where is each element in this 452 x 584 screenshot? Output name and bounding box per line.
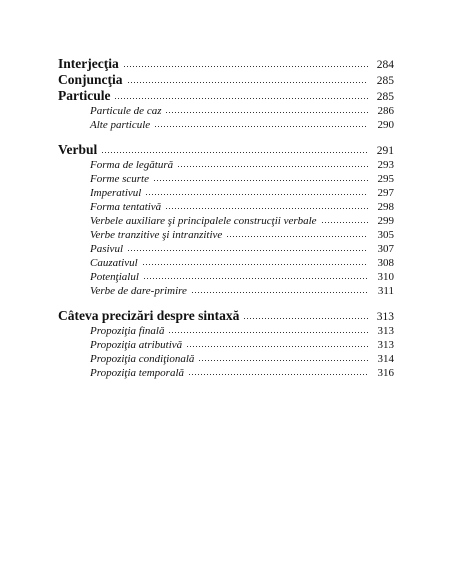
- toc-entry-particule-de-caz[interactable]: [58, 104, 394, 118]
- toc-page-number: 316: [377, 367, 394, 379]
- toc-entry-verbe-de-dare-primire[interactable]: [58, 284, 394, 298]
- toc-page-number: 310: [377, 271, 394, 283]
- toc-page-number: 297: [377, 187, 394, 199]
- toc-entry-forme-scurte[interactable]: [58, 172, 394, 186]
- toc-entry-cauzativul[interactable]: [58, 256, 394, 270]
- dot-leader: [321, 221, 368, 224]
- dot-leader: [123, 65, 368, 68]
- toc-entry-particule[interactable]: [58, 88, 394, 104]
- toc-page-number: 293: [377, 159, 394, 171]
- toc-page-number: 305: [377, 229, 394, 241]
- toc-entry-title: Forma tentativă: [90, 201, 162, 213]
- toc-entry-title: Propoziţia condiţională: [90, 353, 195, 365]
- dot-leader: [177, 165, 368, 168]
- toc-page-number: 290: [377, 119, 394, 131]
- toc-entry-propozitia-temporala[interactable]: [58, 366, 394, 380]
- toc-entry-alte-particule[interactable]: [58, 118, 394, 132]
- toc-entry-title: Propoziţia temporală: [90, 367, 185, 379]
- toc-entry-title: Forme scurte: [90, 173, 149, 185]
- toc-entry-title: Forma de legătură: [90, 159, 174, 171]
- toc-page-number: 285: [376, 91, 394, 103]
- dot-leader: [142, 263, 368, 266]
- dot-leader: [243, 317, 368, 320]
- toc-entry-title: Particule: [58, 88, 111, 103]
- toc-entry-forma-tentativa[interactable]: [58, 200, 394, 214]
- toc-page-number: 313: [377, 325, 394, 337]
- toc-page-number: 284: [376, 59, 394, 71]
- toc-entry-conjunctia[interactable]: [58, 72, 394, 88]
- toc-page-number: 313: [376, 311, 394, 323]
- toc-entry-title: Cauzativul: [90, 257, 138, 269]
- dot-leader: [198, 359, 368, 362]
- dot-leader: [188, 373, 368, 376]
- toc-entry-title: Pasivul: [90, 243, 123, 255]
- dot-leader: [154, 125, 368, 128]
- toc-entry-verbul[interactable]: [58, 142, 394, 158]
- toc-page-number: 291: [376, 145, 394, 157]
- toc-entry-title: Propoziţia finală: [90, 325, 165, 337]
- dot-leader: [226, 235, 368, 238]
- toc-entry-title: Alte particule: [90, 119, 151, 131]
- toc-entry-propozitia-atributiva[interactable]: [58, 338, 394, 352]
- toc-entry-imperativul[interactable]: [58, 186, 394, 200]
- toc-entry-title: Verbe tranzitive şi intranzitive: [90, 229, 223, 241]
- toc-page-number: 285: [376, 75, 394, 87]
- toc-entry-verbele-auxiliare[interactable]: [58, 214, 394, 228]
- toc-entry-title: Imperativul: [90, 187, 142, 199]
- toc-entry-title: Câteva precizări despre sintaxă: [58, 308, 240, 323]
- toc-page-number: 299: [377, 215, 394, 227]
- dot-leader: [153, 179, 368, 182]
- toc-entry-title: Potenţialul: [90, 271, 139, 283]
- toc-page-number: 307: [377, 243, 394, 255]
- toc-entry-pasivul[interactable]: [58, 242, 394, 256]
- toc-entry-verbe-tranzitive[interactable]: [58, 228, 394, 242]
- toc-page-number: 298: [377, 201, 394, 213]
- toc-page-number: 295: [377, 173, 394, 185]
- toc-entry-title: Verbe de dare-primire: [90, 285, 187, 297]
- toc-page-number: 308: [377, 257, 394, 269]
- toc-page-number: 313: [377, 339, 394, 351]
- dot-leader: [143, 277, 368, 280]
- dot-leader: [191, 291, 368, 294]
- dot-leader: [168, 331, 368, 334]
- toc-page-number: 286: [377, 105, 394, 117]
- table-of-contents: [58, 56, 394, 380]
- dot-leader: [114, 97, 368, 100]
- toc-entry-interjectia[interactable]: [58, 56, 394, 72]
- toc-entry-forma-de-legatura[interactable]: [58, 158, 394, 172]
- toc-entry-propozitia-conditionala[interactable]: [58, 352, 394, 366]
- toc-page-number: 314: [377, 353, 394, 365]
- toc-entry-potentialul[interactable]: [58, 270, 394, 284]
- toc-entry-sintaxa[interactable]: [58, 308, 394, 324]
- dot-leader: [127, 249, 368, 252]
- dot-leader: [165, 207, 368, 210]
- toc-entry-title: Particule de caz: [90, 105, 162, 117]
- dot-leader: [145, 193, 368, 196]
- dot-leader: [165, 111, 368, 114]
- toc-page-number: 311: [377, 285, 394, 297]
- toc-entry-title: Verbele auxiliare şi principalele construcţii verbale: [90, 215, 317, 227]
- dot-leader: [101, 151, 368, 154]
- dot-leader: [186, 345, 368, 348]
- toc-entry-title: Conjuncţia: [58, 72, 123, 87]
- toc-entry-title: Propoziţia atributivă: [90, 339, 183, 351]
- toc-entry-propozitia-finala[interactable]: [58, 324, 394, 338]
- toc-entry-title: Interjecţia: [58, 56, 119, 71]
- toc-entry-title: Verbul: [58, 142, 98, 157]
- dot-leader: [127, 81, 368, 84]
